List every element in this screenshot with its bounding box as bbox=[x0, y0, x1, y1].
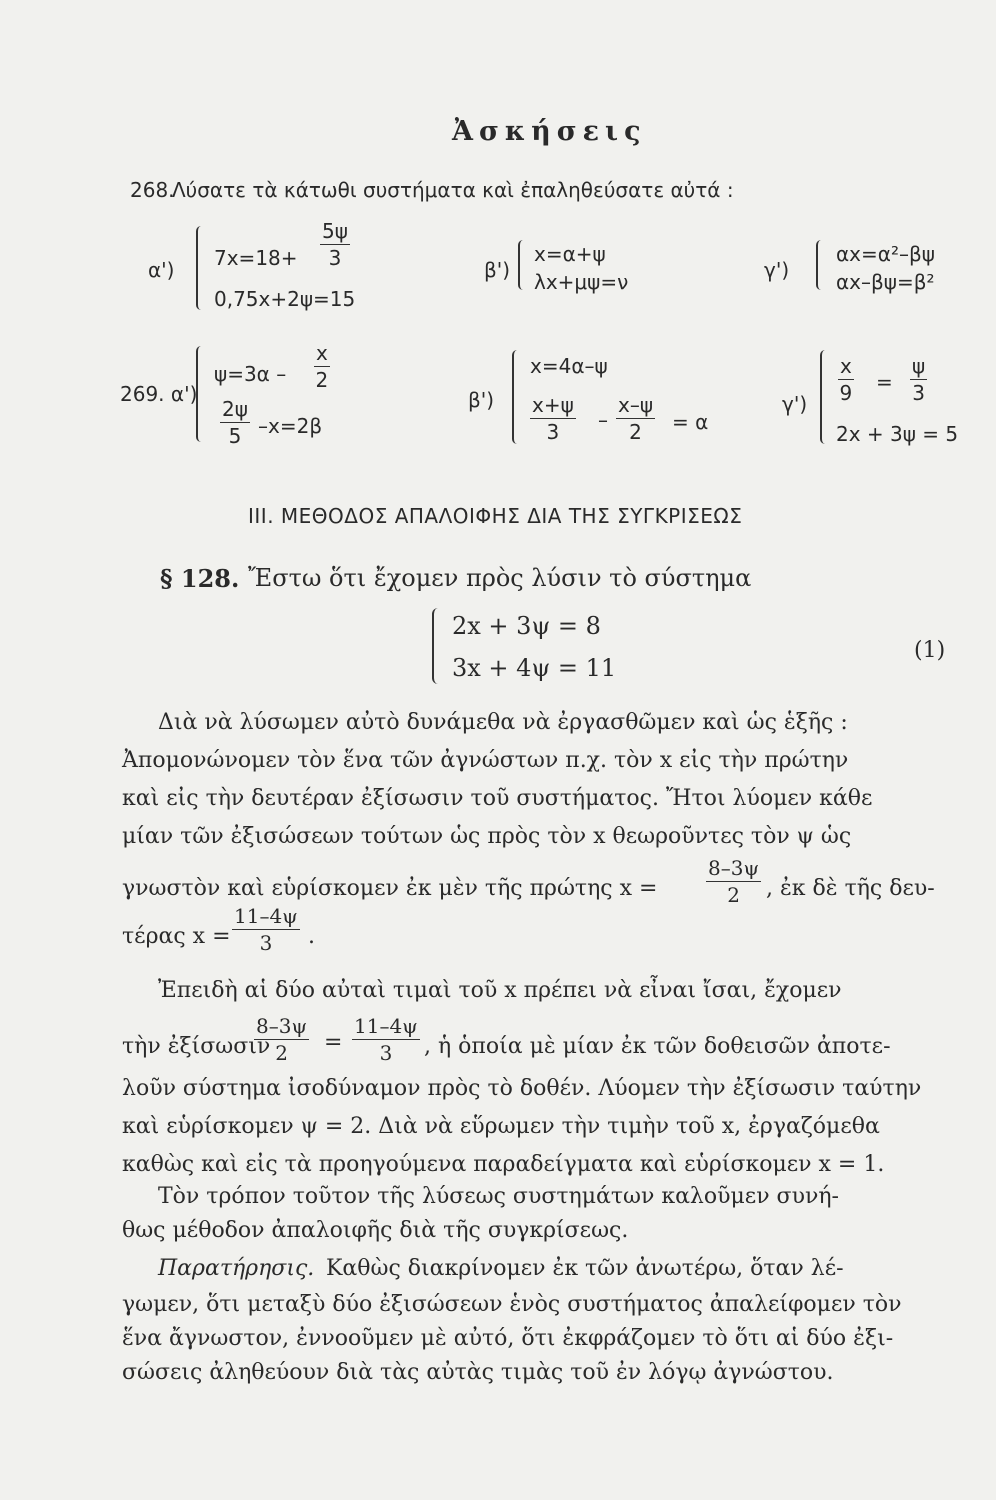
body-line-8-fraction2 bbox=[352, 1014, 420, 1065]
ex268-a-label: α') bbox=[148, 258, 175, 282]
ex269-c-frac2-num: ψ bbox=[912, 354, 926, 378]
paragraph-mark: § 128. bbox=[160, 564, 240, 593]
system-brace bbox=[432, 608, 444, 684]
ex268-c-eq2: αx–βψ=β² bbox=[836, 270, 935, 294]
ex268-b-eq2: λx+μψ=ν bbox=[534, 270, 629, 294]
ex269-b-minus: – bbox=[598, 408, 608, 432]
ex269-c-brace bbox=[820, 350, 830, 444]
ex268-a-frac-den: 3 bbox=[328, 246, 342, 270]
line8-frac2-num: 11–4ψ bbox=[354, 1014, 418, 1038]
body-line-8-equals: = bbox=[324, 1030, 343, 1055]
page-heading: Ἀσκήσεις bbox=[452, 116, 647, 147]
ex268-a-eq1-fraction bbox=[320, 219, 350, 270]
ex268-c-eq1: αx=α²–βψ bbox=[836, 242, 935, 266]
body-line-5-fraction bbox=[706, 856, 761, 907]
ex268-a-eq1: 7x=18+ bbox=[214, 246, 298, 270]
ex269-a-eq2-frac-den: 5 bbox=[228, 424, 242, 448]
paragraph-intro: Ἔστω ὅτι ἔχομεν πρὸς λύσιν τὸ σύστημα bbox=[248, 564, 752, 592]
body-line-13: θως μέθοδον ἀπαλοιφῆς διὰ τῆς συγκρίσεως. bbox=[122, 1218, 629, 1243]
ex268-b-brace bbox=[518, 240, 528, 290]
line8-frac2-den: 3 bbox=[379, 1041, 393, 1065]
body-line-3: καὶ εἰς τὴν δευτέραν ἐξίσωσιν τοῦ συστήματος. Ἤτοι λύομεν κάθε bbox=[122, 786, 873, 811]
ex268-a-eq2: 0,75x+2ψ=15 bbox=[214, 287, 356, 311]
ex269-c-frac2-den: 3 bbox=[912, 381, 925, 405]
ex269-c-eq2: 2x + 3ψ = 5 bbox=[836, 422, 959, 446]
body-line-10: καὶ εὑρίσκομεν ψ = 2. Διὰ νὰ εὕρωμεν τὴν τιμὴν τοῦ x, ἐργαζόμεθα bbox=[122, 1114, 880, 1139]
ex269-a-eq1-frac-den: 2 bbox=[315, 368, 329, 392]
body-line-15: γωμεν, ὅτι μεταξὺ δύο ἐξισώσεων ἑνὸς συστήματος ἀπαλείφομεν τὸν bbox=[122, 1292, 902, 1317]
line8-frac1-num: 8–3ψ bbox=[256, 1014, 308, 1038]
ex268-c-label: γ') bbox=[764, 258, 790, 282]
ex269-c-frac1-num: x bbox=[840, 354, 852, 378]
ex269-a-eq2-right: –x=2β bbox=[258, 414, 323, 438]
body-line-4: μίαν τῶν ἐξισώσεων τούτων ὡς πρὸς τὸν x θεωροῦντες τὸν ψ ὡς bbox=[122, 824, 852, 849]
ex268-a-frac-num: 5ψ bbox=[322, 219, 348, 243]
system-eq2: 3x + 4ψ = 11 bbox=[452, 654, 617, 682]
ex269-b-frac2 bbox=[616, 393, 655, 444]
body-line-11: καθὼς καὶ εἰς τὰ προηγούμενα παραδείγματα καὶ εὑρίσκομεν x = 1. bbox=[122, 1152, 885, 1177]
line5-frac-den: 2 bbox=[727, 883, 740, 907]
ex269-b-eq2-right: = α bbox=[672, 410, 709, 434]
ex269-a-brace bbox=[196, 346, 206, 442]
ex269-b-frac2-den: 2 bbox=[629, 420, 642, 444]
ex269-b-frac1 bbox=[530, 393, 576, 444]
line6-frac-den: 3 bbox=[259, 931, 273, 955]
exercise-269-label: 269. α') bbox=[120, 382, 198, 406]
body-line-16: ἕνα ἄγνωστον, ἐννοοῦμεν μὲ αὐτό, ὅτι ἐκφράζομεν τὸ ὅτι αἱ δύο ἐξι- bbox=[122, 1326, 894, 1351]
body-line-1: Διὰ νὰ λύσωμεν αὐτὸ δυνάμεθα νὰ ἐργασθῶμεν καὶ ὡς ἑξῆς : bbox=[158, 710, 848, 735]
ex269-b-frac2-num: x–ψ bbox=[618, 393, 654, 417]
body-line-17: σώσεις ἀληθεύουν διὰ τὰς αὐτὰς τιμὰς τοῦ ἐν λόγῳ ἀγνώστου. bbox=[122, 1360, 834, 1385]
body-line-7: Ἐπειδὴ αἱ δύο αὐταὶ τιμαὶ τοῦ x πρέπει νὰ εἶναι ἴσαι, ἔχομεν bbox=[158, 978, 842, 1003]
exercise-268-label: 268. bbox=[130, 178, 175, 202]
ex268-b-label: β') bbox=[484, 258, 511, 282]
line6-frac-num: 11–4ψ bbox=[234, 904, 298, 928]
body-line-5a: γνωστὸν καὶ εὑρίσκομεν ἐκ μὲν τῆς πρώτης x = bbox=[122, 876, 658, 901]
body-line-14: Καθὼς διακρίνομεν ἐκ τῶν ἀνωτέρω, ὅταν λέ- bbox=[326, 1256, 844, 1281]
body-line-2: Ἀπομονώνομεν τὸν ἕνα τῶν ἀγνώστων π.χ. τὸν x εἰς τὴν πρώτην bbox=[122, 748, 849, 773]
body-line-12: Τὸν τρόπον τοῦτον τῆς λύσεως συστημάτων καλοῦμεν συνή- bbox=[158, 1184, 839, 1209]
ex268-a-brace bbox=[196, 226, 206, 310]
ex269-a-eq2-frac-num: 2ψ bbox=[222, 397, 248, 421]
body-line-6a: τέρας x = bbox=[122, 924, 231, 949]
ex269-c-label: γ') bbox=[782, 392, 808, 416]
body-line-9: λοῦν σύστημα ἰσοδύναμον πρὸς τὸ δοθέν. Λύομεν τὴν ἐξίσωσιν ταύτην bbox=[122, 1076, 922, 1101]
exercise-268-instruction: Λύσατε τὰ κάτωθι συστήματα καὶ ἐπαληθεύσατε αὐτά : bbox=[172, 178, 734, 202]
ex269-b-frac1-num: x+ψ bbox=[532, 393, 574, 417]
ex269-a-eq1: ψ=3α – bbox=[214, 362, 287, 386]
body-line-6b: . bbox=[308, 924, 315, 949]
body-line-8b: , ἡ ὁποία μὲ μίαν ἐκ τῶν δοθεισῶν ἀποτε- bbox=[424, 1034, 891, 1059]
ex269-b-label: β') bbox=[468, 388, 495, 412]
line5-frac-num: 8–3ψ bbox=[708, 856, 760, 880]
system-number: (1) bbox=[914, 638, 946, 663]
ex269-c-equals: = bbox=[876, 370, 893, 394]
system-eq1: 2x + 3ψ = 8 bbox=[452, 612, 601, 640]
body-line-8a: τὴν ἐξίσωσιν bbox=[122, 1034, 271, 1059]
line8-frac1-den: 2 bbox=[275, 1041, 288, 1065]
ex269-b-eq1: x=4α–ψ bbox=[530, 354, 608, 378]
ex269-c-frac1 bbox=[838, 354, 854, 405]
ex269-c-frac1-den: 9 bbox=[839, 381, 853, 405]
ex269-a-eq1-frac-num: x bbox=[316, 341, 328, 365]
ex269-a-eq2-fraction bbox=[220, 397, 250, 448]
ex269-b-frac1-den: 3 bbox=[546, 420, 560, 444]
ex268-c-brace bbox=[816, 240, 826, 290]
section-title: III. ΜΕΘΟΔΟΣ ΑΠΑΛΟΙΦΗΣ ΔΙΑ ΤΗΣ ΣΥΓΚΡΙΣΕΩΣ bbox=[248, 504, 743, 528]
ex269-a-eq1-fraction bbox=[314, 341, 330, 392]
remark-label: Παρατήρησις. bbox=[158, 1256, 315, 1281]
ex269-c-frac2 bbox=[910, 354, 927, 405]
ex269-b-brace bbox=[512, 350, 522, 444]
ex268-b-eq1: x=α+ψ bbox=[534, 242, 606, 266]
body-line-5b: , ἐκ δὲ τῆς δευ- bbox=[766, 876, 935, 901]
body-line-6-fraction bbox=[232, 904, 300, 955]
body-line-8-fraction1 bbox=[254, 1014, 309, 1065]
